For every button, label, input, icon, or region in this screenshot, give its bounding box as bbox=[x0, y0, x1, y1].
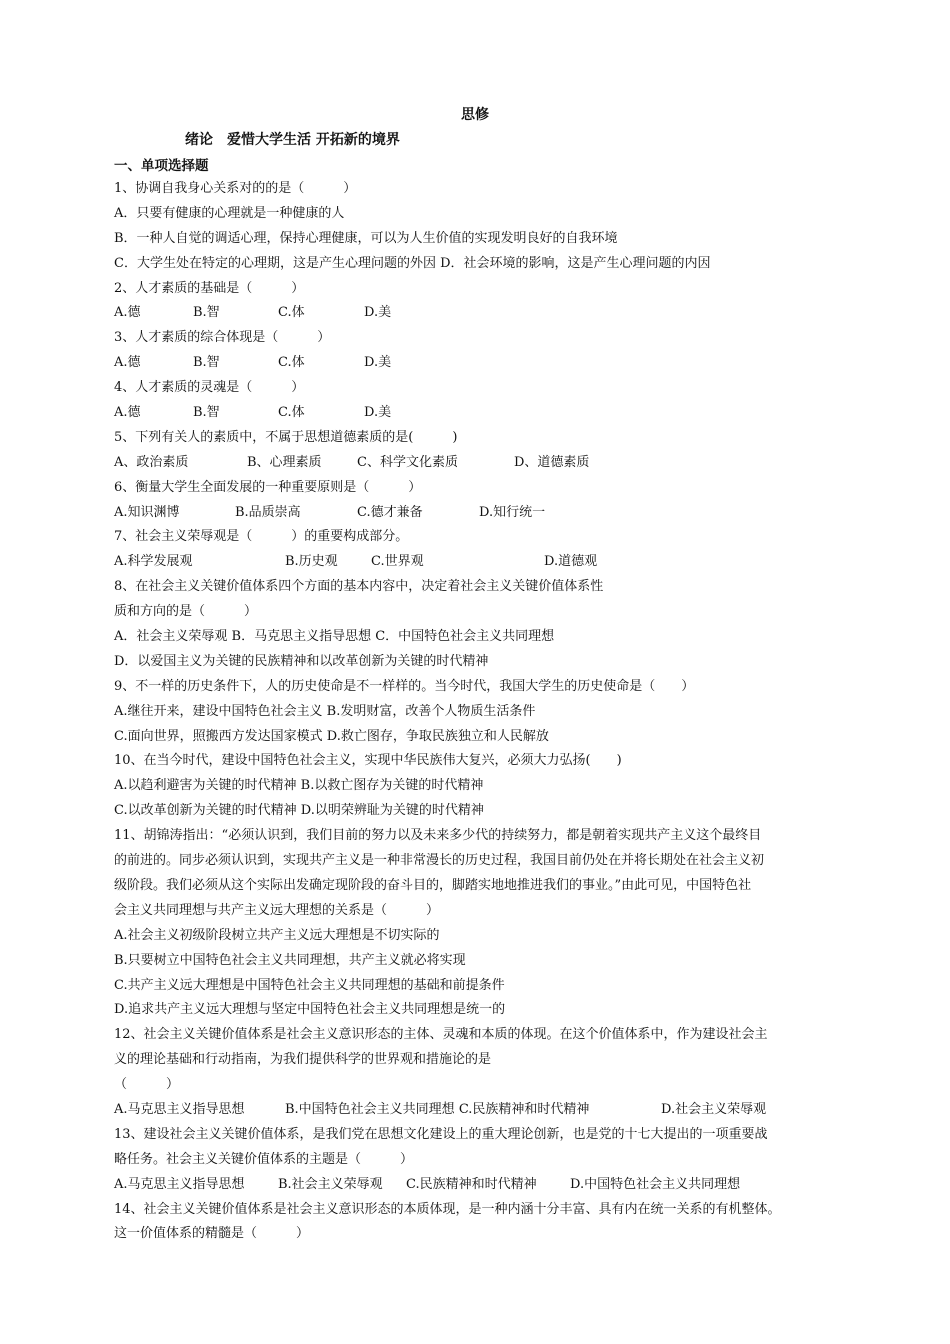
question-11-stem-cont-1: 的前进的。同步必须认识到，实现共产主义是一种非常漫长的历史过程，我国目前仍处在并将长期处在社会主义初 bbox=[114, 853, 765, 869]
question-5-option-b: B、心理素质 bbox=[247, 454, 322, 470]
question-1-option-b: B．一种人自觉的调适心理，保持心理健康，可以为人生价值的实现发明良好的自我环境 bbox=[114, 230, 618, 246]
question-9-stem: 9、不一样的历史条件下，人的历史使命是不一样样的。当今时代，我国大学生的历史使命是（ ） bbox=[114, 678, 695, 694]
question-3-option-d: D.美 bbox=[364, 355, 392, 371]
question-6-stem: 6、衡量大学生全面发展的一种重要原则是（ ） bbox=[114, 479, 422, 495]
question-2-option-c: C.体 bbox=[278, 305, 305, 321]
document-title: 思修 bbox=[461, 107, 489, 123]
question-6-option-a: A.知识渊博 bbox=[114, 504, 180, 520]
question-5-options bbox=[114, 451, 854, 476]
question-2-option-b: B.智 bbox=[193, 305, 220, 321]
question-12-options bbox=[114, 1098, 854, 1123]
question-2-options bbox=[114, 301, 854, 326]
question-11-stem-cont-2: 级阶段。我们必须从这个实际出发确定现阶段的奋斗目的，脚踏实地地推进我们的事业。”由此可见，中国特色社 bbox=[114, 877, 752, 893]
question-10-options-cd: C.以改革创新为关键的时代精神 D.以明荣辨耻为关键的时代精神 bbox=[114, 803, 484, 819]
question-4-option-a: A.德 bbox=[114, 405, 141, 421]
question-3-option-b: B.智 bbox=[193, 355, 220, 371]
question-5-option-c: C、科学文化素质 bbox=[357, 454, 458, 470]
question-12-stem-cont-2: （ ） bbox=[114, 1077, 180, 1093]
question-9-options-ab: A.继往开来，建设中国特色社会主义 B.发明财富，改善个人物质生活条件 bbox=[114, 703, 536, 719]
question-1-stem: 1、协调自我身心关系对的的是（ ） bbox=[114, 181, 357, 196]
question-8-option-d: D．以爱国主义为关键的民族精神和以改革创新为关键的时代精神 bbox=[114, 653, 489, 669]
question-6-options bbox=[114, 501, 854, 526]
question-4-stem: 4、人才素质的灵魂是（ ） bbox=[114, 380, 305, 396]
question-8-stem-cont: 质和方向的是（ ） bbox=[114, 604, 258, 620]
question-11-stem: 11、胡锦涛指出：“必须认识到，我们目前的努力以及未来多少代的持续努力，都是朝着实现共产主义这个最终目 bbox=[114, 828, 762, 844]
question-5-option-d: D、道德素质 bbox=[514, 454, 590, 470]
question-4-options bbox=[114, 401, 854, 426]
question-11-option-d: D.追求共产主义远大理想与坚定中国特色社会主义共同理想是统一的 bbox=[114, 1002, 506, 1018]
question-12-option-d: D.社会主义荣辱观 bbox=[661, 1101, 767, 1117]
section-heading: 一、单项选择题 bbox=[114, 158, 209, 174]
question-5-stem: 5、下列有关人的素质中，不属于思想道德素质的是( ) bbox=[114, 429, 458, 445]
question-7-options bbox=[114, 550, 854, 575]
question-7-option-a: A.科学发展观 bbox=[114, 554, 193, 570]
question-12-option-a: A.马克思主义指导思想 bbox=[114, 1101, 245, 1117]
question-2-stem: 2、人才素质的基础是（ ） bbox=[114, 280, 305, 296]
question-13-option-a: A.马克思主义指导思想 bbox=[114, 1176, 245, 1192]
question-list bbox=[114, 177, 854, 1247]
question-12-options-bc: B.中国特色社会主义共同理想 C.民族精神和时代精神 bbox=[285, 1101, 590, 1117]
question-13-stem: 13、建设社会主义关键价值体系，是我们党在思想文化建设上的重大理论创新，也是党的十七大提出的一项重要战 bbox=[114, 1126, 768, 1142]
question-2-option-d: D.美 bbox=[364, 305, 392, 321]
question-6-option-c: C.德才兼备 bbox=[357, 504, 423, 520]
question-7-option-d: D.道德观 bbox=[544, 554, 598, 570]
question-11-option-b: B.只要树立中国特色社会主义共同理想，共产主义就必将实现 bbox=[114, 952, 466, 968]
question-5-option-a: A、政治素质 bbox=[114, 454, 189, 470]
question-13-options bbox=[114, 1173, 854, 1198]
question-11-option-a: A.社会主义初级阶段树立共产主义远大理想是不切实际的 bbox=[114, 927, 440, 943]
question-13-option-d: D.中国特色社会主义共同理想 bbox=[570, 1176, 741, 1192]
question-4-option-d: D.美 bbox=[364, 405, 392, 421]
question-14-stem: 14、社会主义关键价值体系是社会主义意识形态的本质体现，是一种内涵十分丰富、具有内在统一关系的有机整体。 bbox=[114, 1201, 781, 1217]
question-10-stem: 10、在当今时代，建设中国特色社会主义，实现中华民族伟大复兴，必须大力弘扬( ) bbox=[114, 753, 622, 769]
question-7-option-c: C.世界观 bbox=[371, 554, 424, 570]
question-3-option-c: C.体 bbox=[278, 355, 305, 371]
question-8-options-abc: A．社会主义荣辱观 B．马克思主义指导思想 C．中国特色社会主义共同理想 bbox=[114, 629, 555, 645]
question-3-option-a: A.德 bbox=[114, 355, 141, 371]
question-12-stem: 12、社会主义关键价值体系是社会主义意识形态的主体、灵魂和本质的体现。在这个价值体系中，作为建设社会主 bbox=[114, 1027, 768, 1043]
question-7-stem: 7、社会主义荣辱观是（ ）的重要构成部分。 bbox=[114, 529, 409, 545]
question-9-options-cd: C.面向世界，照搬西方发达国家模式 D.救亡图存，争取民族独立和人民解放 bbox=[114, 728, 549, 744]
question-10-options-ab: A.以趋利避害为关键的时代精神 B.以救亡图存为关键的时代精神 bbox=[114, 778, 484, 794]
question-1-option-a: A．只要有健康的心理就是一种健康的人 bbox=[114, 205, 345, 221]
question-12-stem-cont-1: 义的理论基础和行动指南，为我们提供科学的世界观和措施论的是 bbox=[114, 1052, 492, 1068]
question-3-options bbox=[114, 351, 854, 376]
question-13-option-c: C.民族精神和时代精神 bbox=[406, 1176, 537, 1192]
question-4-option-c: C.体 bbox=[278, 405, 305, 421]
question-4-option-b: B.智 bbox=[193, 405, 220, 421]
question-13-stem-cont: 略任务。社会主义关键价值体系的主题是（ ） bbox=[114, 1151, 414, 1167]
question-6-option-b: B.品质崇高 bbox=[235, 504, 301, 520]
question-7-option-b: B.历史观 bbox=[285, 554, 338, 570]
chapter-title: 绪论 爱惜大学生活 开拓新的境界 bbox=[185, 132, 400, 148]
question-13-option-b: B.社会主义荣辱观 bbox=[278, 1176, 383, 1192]
question-6-option-d: D.知行统一 bbox=[479, 504, 546, 520]
question-11-stem-cont-3: 会主义共同理想与共产主义远大理想的关系是（ ） bbox=[114, 902, 440, 918]
question-11-option-c: C.共产主义远大理想是中国特色社会主义共同理想的基础和前提条件 bbox=[114, 977, 505, 993]
question-2-option-a: A.德 bbox=[114, 305, 141, 321]
question-1-options-cd: C．大学生处在特定的心理期，这是产生心理问题的外因 D．社会环境的影响，这是产生心理问题的内因 bbox=[114, 255, 711, 271]
question-3-stem: 3、人才素质的综合体现是（ ） bbox=[114, 330, 331, 346]
question-14-stem-cont: 这一价值体系的精髓是（ ） bbox=[114, 1226, 310, 1242]
question-8-stem: 8、在社会主义关键价值体系四个方面的基本内容中，决定着社会主义关键价值体系性 bbox=[114, 579, 604, 595]
